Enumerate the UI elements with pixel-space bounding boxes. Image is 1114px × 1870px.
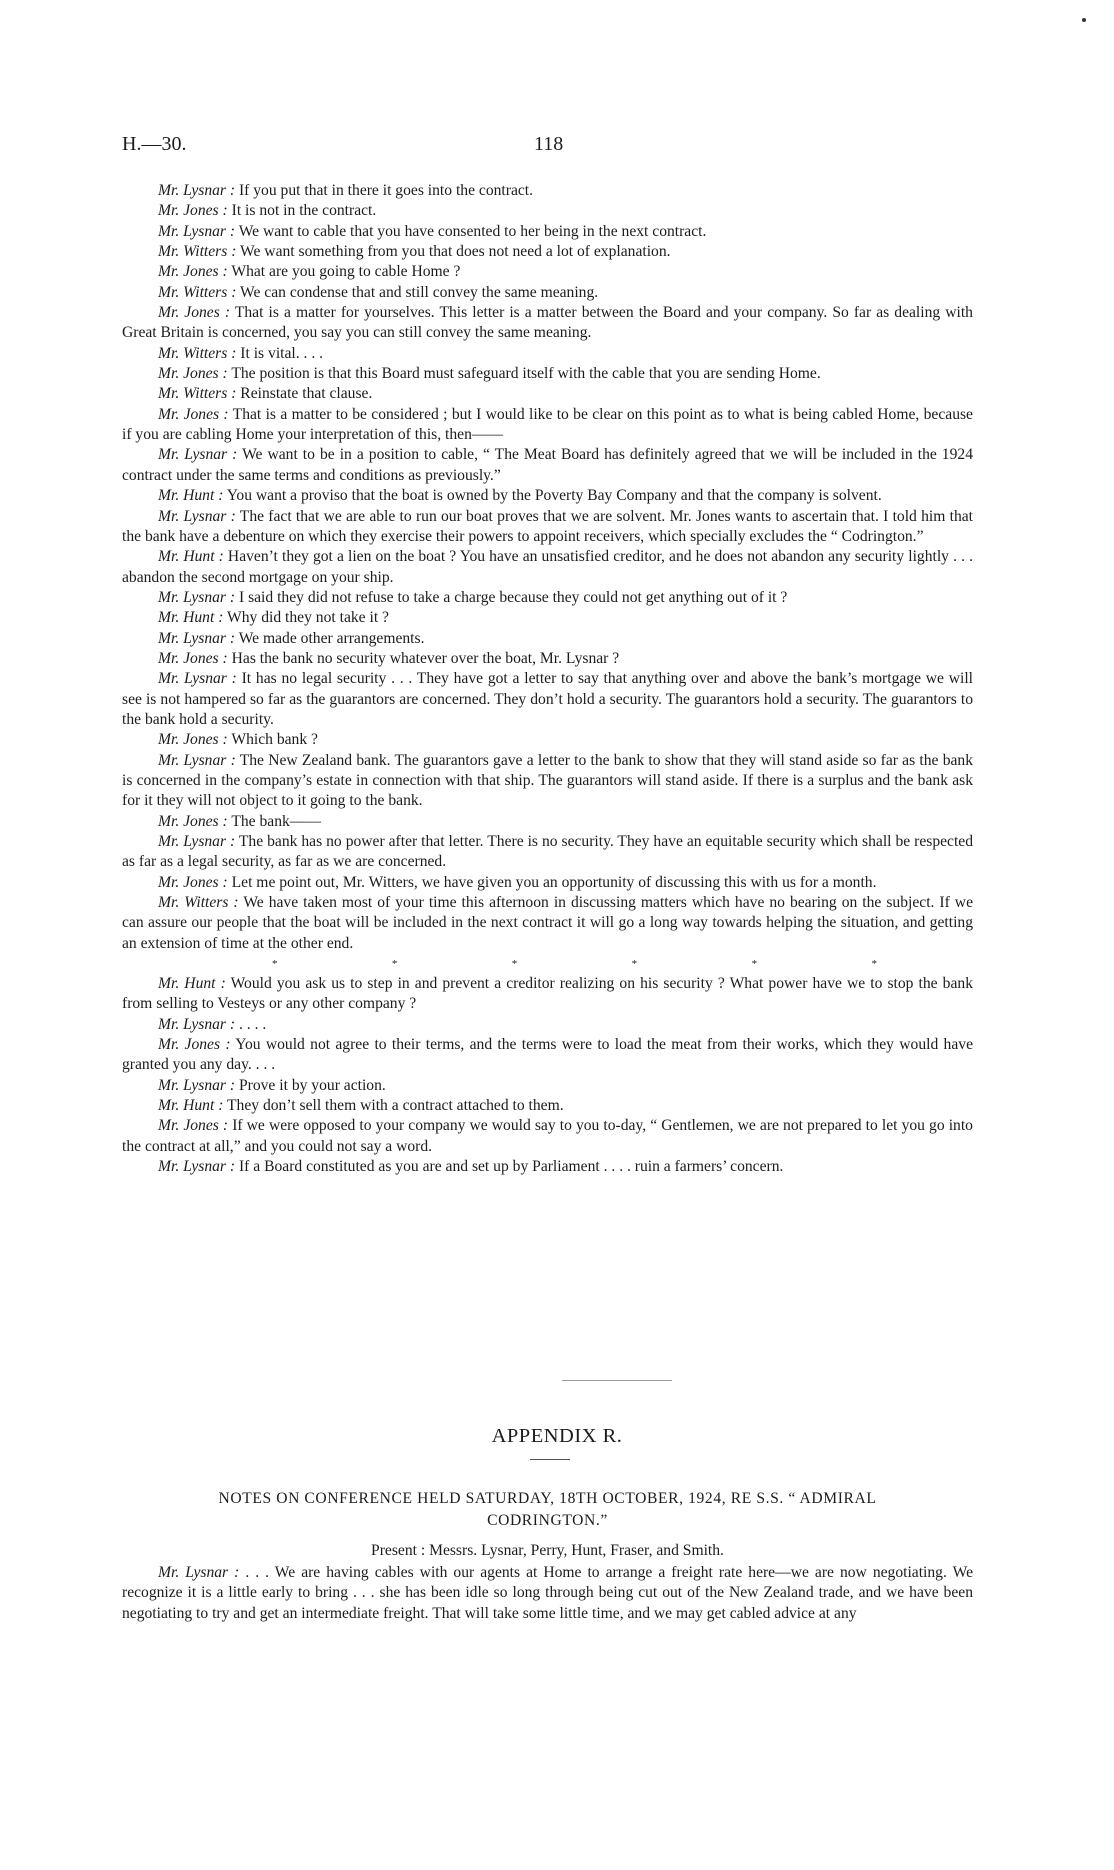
speaker-name: Mr. Witters :: [158, 344, 237, 362]
speech-text: The position is that this Board must safeguard itself with the cable that you are sending Home.: [227, 365, 821, 383]
section-divider: [562, 1380, 672, 1381]
speech-text: Haven’t they got a lien on the boat ? You have an unsatisfied creditor, and he does not abandon any security lightly . . . abandon the second mortgage on your ship.: [122, 548, 973, 586]
speaker-name: Mr. Lysnar :: [158, 833, 236, 850]
speech-text: Reinstate that clause.: [236, 385, 373, 403]
transcript-paragraph: [122, 547, 973, 588]
transcript-paragraph: [122, 1157, 973, 1177]
transcript-paragraph: [122, 1096, 973, 1116]
speech-text: Which bank ?: [227, 731, 318, 749]
asterisk: *: [391, 958, 398, 971]
speaker-name: Mr. Jones :: [158, 812, 228, 830]
asterisk: *: [631, 958, 638, 971]
transcript-paragraph: [122, 1116, 973, 1157]
asterisk: *: [511, 958, 518, 971]
speaker-name: Mr. Witters :: [158, 894, 239, 912]
speaker-name: Mr. Jones :: [158, 263, 228, 281]
speaker-name: Mr. Lysnar :: [158, 446, 238, 464]
transcript-paragraph: [122, 629, 973, 649]
appendix-body: [122, 1563, 973, 1624]
page-number: 118: [534, 133, 564, 155]
appendix-subheading: [122, 1488, 973, 1532]
speech-text: Let me point out, Mr. Witters, we have given you an opportunity of discussing this with us for a month.: [227, 873, 877, 891]
speech-text: Why did they not take it ?: [223, 609, 389, 627]
transcript-paragraph: [122, 364, 973, 384]
speech-text: I said they did not refuse to take a charge because they could not get anything out of it ?: [235, 588, 788, 606]
speaker-name: Mr. Lysnar :: [158, 670, 237, 688]
speech-text: You would not agree to their terms, and the terms were to load the meat from their works, which they would have granted you any day. . . .: [122, 1036, 973, 1074]
scan-speck: [1082, 18, 1086, 22]
transcript-paragraph: [122, 608, 973, 628]
speech-text: If a Board constituted as you are and set up by Parliament . . . . ruin a farmers’ concern.: [235, 1158, 784, 1176]
transcript-paragraph: [122, 507, 973, 548]
speech-text: The bank——: [227, 812, 321, 830]
transcript-paragraph: [122, 1563, 973, 1624]
speech-text: It is vital. . . .: [236, 344, 324, 362]
speech-text: We can condense that and still convey the same meaning.: [236, 283, 599, 301]
speaker-name: Mr. Hunt :: [158, 1097, 224, 1115]
speech-text: We have taken most of your time this afternoon in discussing matters which have no bearing on the subject. If we can assure our people that the boat will be included in the next contract it will go a long way towards helping the situation, and getting an extension of time at the other end.: [122, 894, 973, 952]
transcript-paragraph: [122, 974, 973, 1015]
asterisk: *: [871, 958, 877, 971]
transcript-paragraph: [122, 384, 973, 404]
speaker-name: Mr. Lysnar :: [158, 751, 236, 769]
speaker-name: Mr. Hunt :: [158, 548, 224, 566]
transcript-paragraph: [122, 262, 973, 282]
transcript-paragraph: [122, 303, 973, 344]
speaker-name: Mr. Jones :: [158, 1036, 231, 1054]
appendix-title: APPENDIX R.: [491, 1425, 623, 1447]
speech-text: Would you ask us to step in and prevent a creditor realizing on his security ? What power have we to stop the bank from selling to Vesteys or any other company ?: [122, 975, 973, 1013]
asterisk: *: [272, 958, 278, 971]
transcript-paragraph: [122, 730, 973, 750]
transcript-paragraph: [122, 201, 973, 221]
appendix-title-underline: [530, 1459, 570, 1460]
subheading-line: NOTES ON CONFERENCE HELD SATURDAY, 18TH OCTOBER, 1924, RE S.S. “ ADMIRAL: [218, 1490, 877, 1507]
transcript-paragraph: [122, 1015, 973, 1035]
speaker-name: Mr. Jones :: [158, 649, 228, 667]
speaker-name: Mr. Lysnar :: [158, 222, 236, 240]
transcript-paragraph: [122, 405, 973, 446]
speaker-name: Mr. Hunt :: [158, 609, 224, 627]
speaker-name: Mr. Witters :: [158, 243, 237, 261]
transcript-paragraph: [122, 181, 973, 201]
asterisk: *: [751, 958, 758, 971]
speech-text: . . . .: [235, 1015, 267, 1033]
speech-text: That is a matter to be considered ; but I would like to be clear on this point as to what is being cabled Home, because if you are cabling Home your interpretation of this, then——: [122, 405, 973, 444]
transcript-paragraph: [122, 1035, 973, 1076]
transcript-paragraph: [122, 283, 973, 303]
speaker-name: Mr. Witters :: [158, 283, 237, 301]
transcript-paragraph: [122, 242, 973, 262]
speaker-name: Mr. Lysnar :: [158, 588, 236, 606]
speech-text: We want to cable that you have consented to her being in the next contract.: [235, 222, 707, 240]
speech-text: They don’t sell them with a contract attached to them.: [223, 1097, 564, 1115]
speech-text: The New Zealand bank. The guarantors gave a letter to the bank to show that they will stand aside so far as the bank is concerned in the company’s estate in connection with that ship. The guarantors will stand aside. If there is a surplus and the bank ask for it they will not object to it going to the bank.: [122, 751, 974, 810]
transcript-body: [122, 181, 973, 1178]
speech-text: We want to be in a position to cable, “ The Meat Board has definitely agreed that we will be included in the 1924 contract under the same terms and conditions as previously.”: [122, 446, 973, 484]
speaker-name: Mr. Lysnar :: [158, 1076, 236, 1094]
speaker-name: Mr. Jones :: [158, 202, 228, 220]
speech-text: What are you going to cable Home ?: [227, 263, 461, 281]
transcript-paragraph: [122, 344, 973, 364]
speaker-name: Mr. Witters :: [158, 385, 237, 403]
transcript-paragraph: [122, 649, 973, 669]
speech-text: You want a proviso that the boat is owned by the Poverty Bay Company and that the company is solvent.: [223, 487, 882, 505]
speaker-name: Mr. Jones :: [158, 405, 229, 423]
transcript-paragraph: [122, 893, 973, 954]
speaker-name: Mr. Jones :: [158, 873, 228, 891]
speech-text: Has the bank no security whatever over the boat, Mr. Lysnar ?: [227, 649, 620, 667]
speech-text: It has no legal security . . . They have got a letter to say that anything over and above the bank’s mortgage we will see is not hampered so far as the guarantors are concerned. They don’t hold a security. The guarantors hold a security. The guarantors to the bank hold a security.: [122, 670, 973, 728]
transcript-paragraph: [122, 832, 973, 873]
speaker-name: Mr. Lysnar :: [158, 182, 236, 199]
transcript-paragraph: [122, 486, 973, 506]
speaker-name: Mr. Lysnar :: [158, 1564, 240, 1581]
speaker-name: Mr. Jones :: [158, 1117, 229, 1135]
transcript-paragraph: [122, 669, 973, 730]
transcript-paragraph: [122, 222, 973, 242]
transcript-paragraph: [122, 1076, 973, 1096]
speech-text: We made other arrangements.: [235, 629, 425, 647]
speech-text: That is a matter for yourselves. This letter is a matter between the Board and your company. So far as dealing with Great Britain is concerned, you say you can still convey the same meaning.: [122, 304, 973, 342]
speaker-name: Mr. Hunt :: [158, 975, 226, 993]
document-reference: H.—30.: [122, 133, 187, 155]
speaker-name: Mr. Jones :: [158, 365, 228, 383]
speech-text: If you put that in there it goes into the contract.: [235, 182, 534, 199]
speaker-name: Mr. Lysnar :: [158, 507, 236, 525]
subheading-line: CODRINGTON.”: [487, 1512, 608, 1529]
transcript-paragraph: [122, 873, 973, 893]
transcript-paragraph: [122, 812, 973, 832]
transcript-paragraph: [122, 445, 973, 486]
speech-text: The bank has no power after that letter. There is no security. They have an equitable security which shall be respected as far as a legal security, as far as we are concerned.: [122, 833, 974, 871]
page-header: [122, 133, 982, 163]
speech-text: If we were opposed to your company we would say to you to-day, “ Gentlemen, we are not prepared to let you go into the contract at all,” and you could not say a word.: [122, 1117, 973, 1155]
transcript-paragraph: [122, 751, 973, 812]
speaker-name: Mr. Lysnar :: [158, 1158, 236, 1176]
speech-text: Prove it by your action.: [235, 1076, 386, 1094]
speaker-name: Mr. Jones :: [158, 304, 231, 322]
speaker-name: Mr. Jones :: [158, 731, 228, 749]
speech-text: We want something from you that does not need a lot of explanation.: [236, 243, 671, 261]
speaker-name: Mr. Lysnar :: [158, 629, 236, 647]
attendance-list: Present : Messrs. Lysnar, Perry, Hunt, Fraser, and Smith.: [371, 1542, 724, 1559]
speaker-name: Mr. Hunt :: [158, 487, 224, 505]
speaker-name: Mr. Lysnar :: [158, 1015, 236, 1033]
speech-text: It is not in the contract.: [227, 202, 377, 220]
section-break-asterisks: [122, 954, 973, 974]
transcript-paragraph: [122, 588, 973, 608]
speech-text: The fact that we are able to run our boat proves that we are solvent. Mr. Jones wants to ascertain that. I told him that the bank have a debenture on which they exercise their powers to appoint receivers, which specially excludes the “ Codrington.”: [122, 507, 973, 545]
speech-text: . . . We are having cables with our agents at Home to arrange a freight rate here—we are now negotiating. We recognize it is a little early to bring . . . she has been idle so long through being cut out of the New Zealand trade, and we have been negotiating to try and get an intermediate freight. That will take some little time, and we may get cabled advice at any: [122, 1564, 973, 1622]
